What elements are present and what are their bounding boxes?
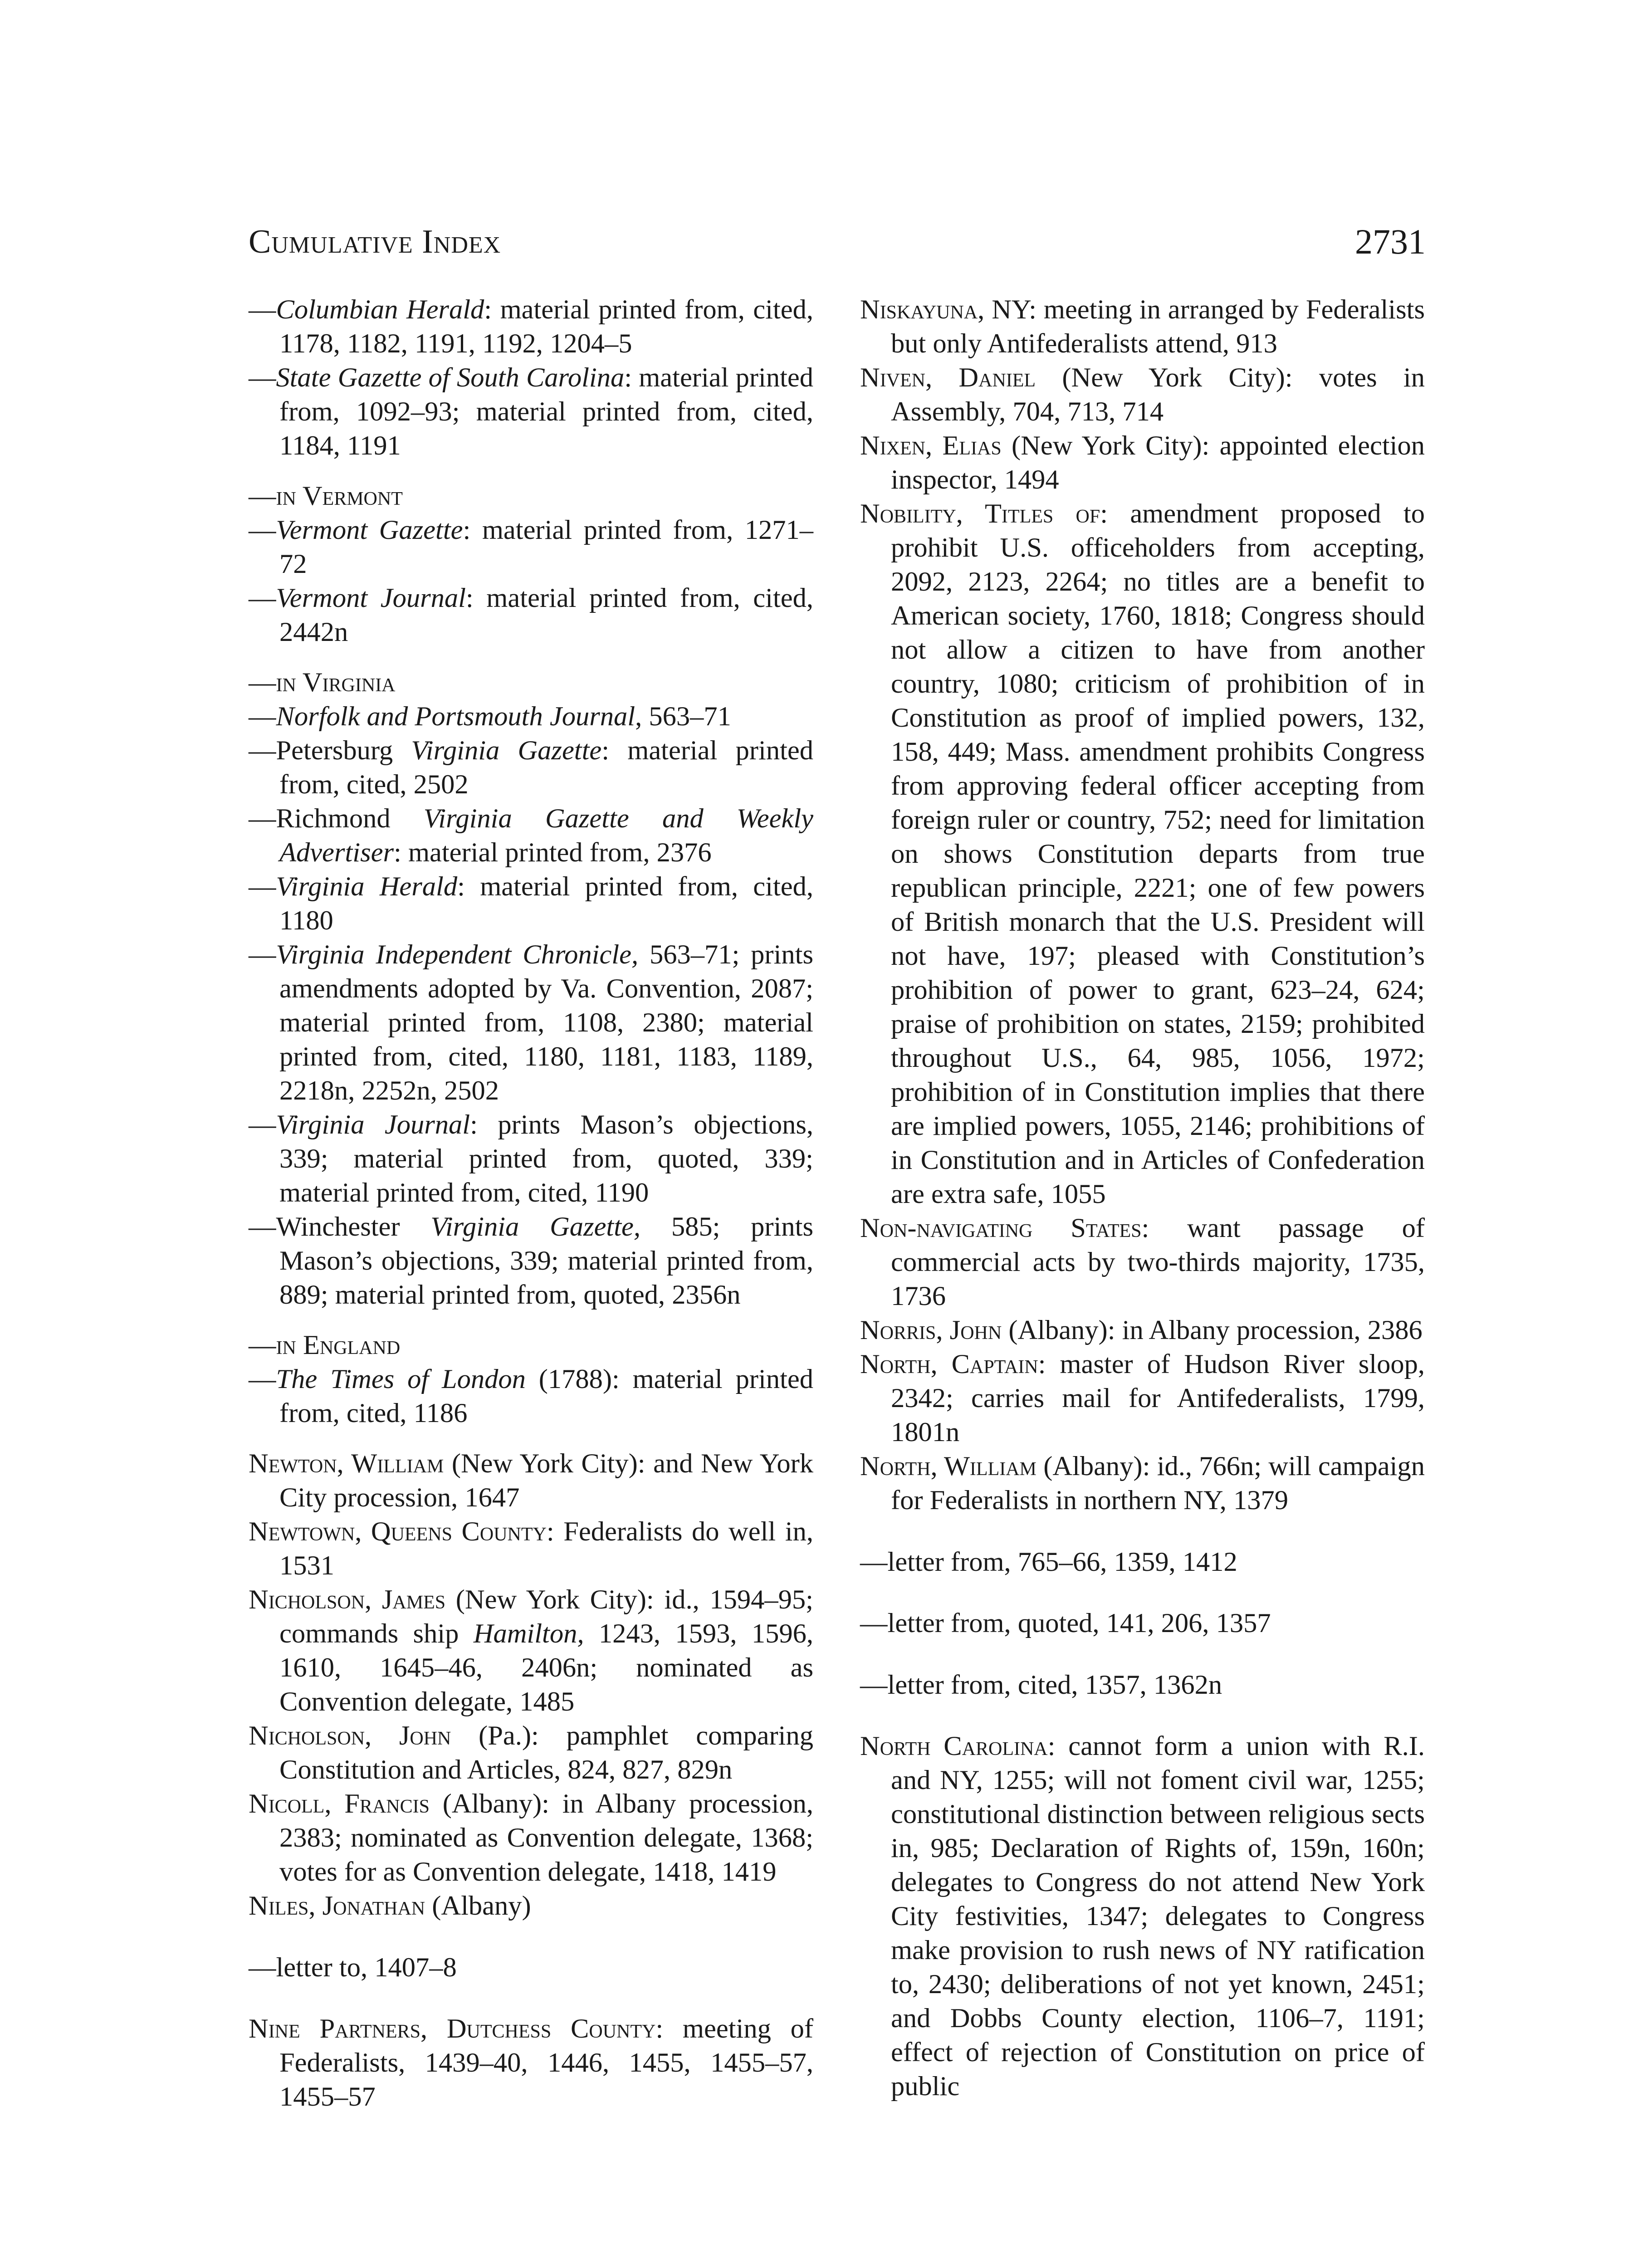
index-entry: North, William (Albany): id., 766n; will campaign for Federalists in northern NY, 1379 xyxy=(860,1451,1425,1515)
index-column-left xyxy=(249,293,813,2114)
index-entry: —State Gazette of South Carolina: material printed from, 1092–93; material printed from, cited, 1184, 1191 xyxy=(249,362,813,461)
newspaper-title: Virginia Gazette, xyxy=(430,1212,641,1242)
index-entry: —Norfolk and Portsmouth Journal, 563–71 xyxy=(249,701,731,732)
newspaper-title: Virginia Journal xyxy=(276,1110,470,1140)
newspaper-title: State Gazette of South Carolina xyxy=(276,362,625,393)
index-entry: Nicholson, James (New York City): id., 1594–95; commands ship Hamilton, 1243, 1593, 1596, 1610, 1645–46, 2406n; nominated as Convention delegate, 1485 xyxy=(249,1584,813,1717)
index-column-right xyxy=(860,293,1425,2103)
entry-heading: Niven, Daniel xyxy=(860,362,1036,393)
index-entry: Nixen, Elias (New York City): appointed election inspector, 1494 xyxy=(860,430,1425,495)
newspaper-title: Virginia Herald xyxy=(276,871,458,902)
index-entry: Nicoll, Francis (Albany): in Albany procession, 2383; nominated as Convention delegate, 1368; votes for as Convention delegate, 1418, 1419 xyxy=(249,1789,814,1887)
index-entry: Niven, Daniel (New York City): votes in Assembly, 704, 713, 714 xyxy=(860,362,1425,427)
index-entry: Newtown, Queens County: Federalists do well in, 1531 xyxy=(249,1516,813,1581)
index-entry: —Winchester Virginia Gazette, 585; prints Mason’s objections, 339; material printed from, 889; material printed from, quoted, 2356n xyxy=(249,1212,813,1310)
newspaper-title: Vermont Journal xyxy=(276,583,466,613)
page-header xyxy=(249,217,1426,267)
page-number: 2731 xyxy=(1355,222,1426,261)
index-entry: Nobility, Titles of: amendment proposed to prohibit U.S. officeholders from accepting, 2092, 2123, 2264; no titles are a benefit to American society, 1760, 1818; Congress should not allow a citizen to have from another country, 1080; criticism of prohibition of in Constitution as proof of implied powers, 132, 158, 449; Mass. amendment prohibits Congress from approving federal officer accepting from foreign ruler or country, 752; need for limitation on shows Constitution departs from true republican principle, 2221; one of few powers of British monarch that the U.S. President will not have, 197; pleased with Constitution’s prohibition of power to grant, 623–24, 624; praise of prohibition on states, 2159; prohibited throughout U.S., 64, 985, 1056, 1972; prohibition of in Constitution implies that there are implied powers, 1055, 2146; prohibitions of in Constitution and in Articles of Confederation are extra safe, 1055 xyxy=(860,499,1425,1209)
index-entry: —Vermont Journal: material printed from, cited, 2442n xyxy=(249,583,813,647)
newspaper-title: Vermont Gazette xyxy=(276,515,463,545)
index-entry: —Columbian Herald: material printed from, cited, 1178, 1182, 1191, 1192, 1204–5 xyxy=(249,294,814,359)
newspaper-title: Virginia Independent Chronicle, xyxy=(276,939,639,970)
index-entry: Norris, John (Albany): in Albany procession, 2386 xyxy=(860,1315,1423,1345)
index-entry: —Petersburg Virginia Gazette: material printed from, cited, 2502 xyxy=(249,735,813,800)
index-entry: Nicholson, John (Pa.): pamphlet comparing Constitution and Articles, 824, 827, 829n xyxy=(249,1721,813,1785)
index-entry: —Virginia Herald: material printed from, cited, 1180 xyxy=(249,871,814,936)
index-subentry: —letter from, quoted, 141, 206, 1357 xyxy=(860,1608,1271,1638)
entry-heading: Niles, Jonathan xyxy=(249,1891,425,1921)
index-entry: Newton, William (New York City): and New York City procession, 1647 xyxy=(249,1448,813,1513)
entry-heading: Nobility, Titles of xyxy=(860,499,1100,529)
index-entry: —Virginia Journal: prints Mason’s objections, 339; material printed from, quoted, 339; material printed from, cited, 1190 xyxy=(249,1110,813,1208)
index-subentry: —letter from, cited, 1357, 1362n xyxy=(860,1669,1222,1700)
index-entry: —Vermont Gazette: material printed from, 1271–72 xyxy=(249,515,813,579)
newspaper-title: Virginia Gazette xyxy=(411,735,602,766)
entry-heading: Newtown, Queens County xyxy=(249,1516,547,1547)
entry-heading: Non-navigating States xyxy=(860,1213,1142,1243)
index-entry: —The Times of London (1788): material printed from, cited, 1186 xyxy=(249,1364,813,1428)
index-entry: North Carolina: cannot form a union with R.I. and NY, 1255; will not foment civil war, 1255; constitutional distinction between religious sects in, 985; Declaration of Rights of, 159n, 160n; delegates to Congress do not attend New York City festivities, 1347; delegates to Congress make provision to rush news of NY ratification to, 2430; deliberations of not yet known, 2451; and Dobbs County election, 1106–7, 1191; effect of rejection of Constitution on price of public xyxy=(860,1731,1425,2102)
entry-heading: Nicholson, John xyxy=(249,1721,451,1751)
entry-heading: Nicholson, James xyxy=(249,1584,446,1615)
entry-heading: Norris, John xyxy=(860,1315,1002,1345)
index-subentry: —letter to, 1407–8 xyxy=(249,1952,457,1983)
running-title: Cumulative Index xyxy=(249,223,501,260)
section-subheading: —in England xyxy=(249,1330,401,1360)
newspaper-title: Virginia Gazette and Weekly Advertiser xyxy=(279,803,813,868)
index-entry: Niskayuna, NY: meeting in arranged by Federalists but only Antifederalists attend, 913 xyxy=(860,294,1425,359)
newspaper-title: The Times of London xyxy=(276,1364,526,1394)
newspaper-title: Norfolk and Portsmouth Journal xyxy=(276,701,636,732)
index-entry: North, Captain: master of Hudson River sloop, 2342; carries mail for Antifederalists, 1799, 1801n xyxy=(860,1349,1425,1447)
entry-heading: Newton, William xyxy=(249,1448,444,1479)
section-subheading: —in Virginia xyxy=(249,667,396,698)
index-entry: —Virginia Independent Chronicle, 563–71; prints amendments adopted by Va. Convention, 2087; material printed from, 1108, 2380; material printed from, cited, 1180, 1181, 1183, 1189, 2218n, 2252n, 2502 xyxy=(249,939,813,1106)
entry-heading: North, Captain xyxy=(860,1349,1038,1379)
entry-heading: Nixen, Elias xyxy=(860,430,1002,461)
index-entry: Niles, Jonathan (Albany) xyxy=(249,1891,531,1921)
newspaper-title: Columbian Herald xyxy=(276,294,484,325)
index-entry: —Richmond Virginia Gazette and Weekly Advertiser: material printed from, 2376 xyxy=(249,803,813,868)
index-entry: Nine Partners, Dutchess County: meeting of Federalists, 1439–40, 1446, 1455, 1455–57, 1455–57 xyxy=(249,2014,813,2112)
entry-heading: Niskayuna xyxy=(860,294,978,325)
entry-heading: Nicoll, Francis xyxy=(249,1789,430,1819)
index-subentry: —letter from, 765–66, 1359, 1412 xyxy=(860,1546,1237,1577)
index-entry: Non-navigating States: want passage of commercial acts by two-thirds majority, 1735, 1736 xyxy=(860,1213,1425,1311)
entry-heading: North, William xyxy=(860,1451,1037,1481)
entry-heading: North Carolina xyxy=(860,1731,1048,1761)
entry-heading: Nine Partners, Dutchess County xyxy=(249,2014,656,2044)
section-subheading: —in Vermont xyxy=(249,481,403,511)
